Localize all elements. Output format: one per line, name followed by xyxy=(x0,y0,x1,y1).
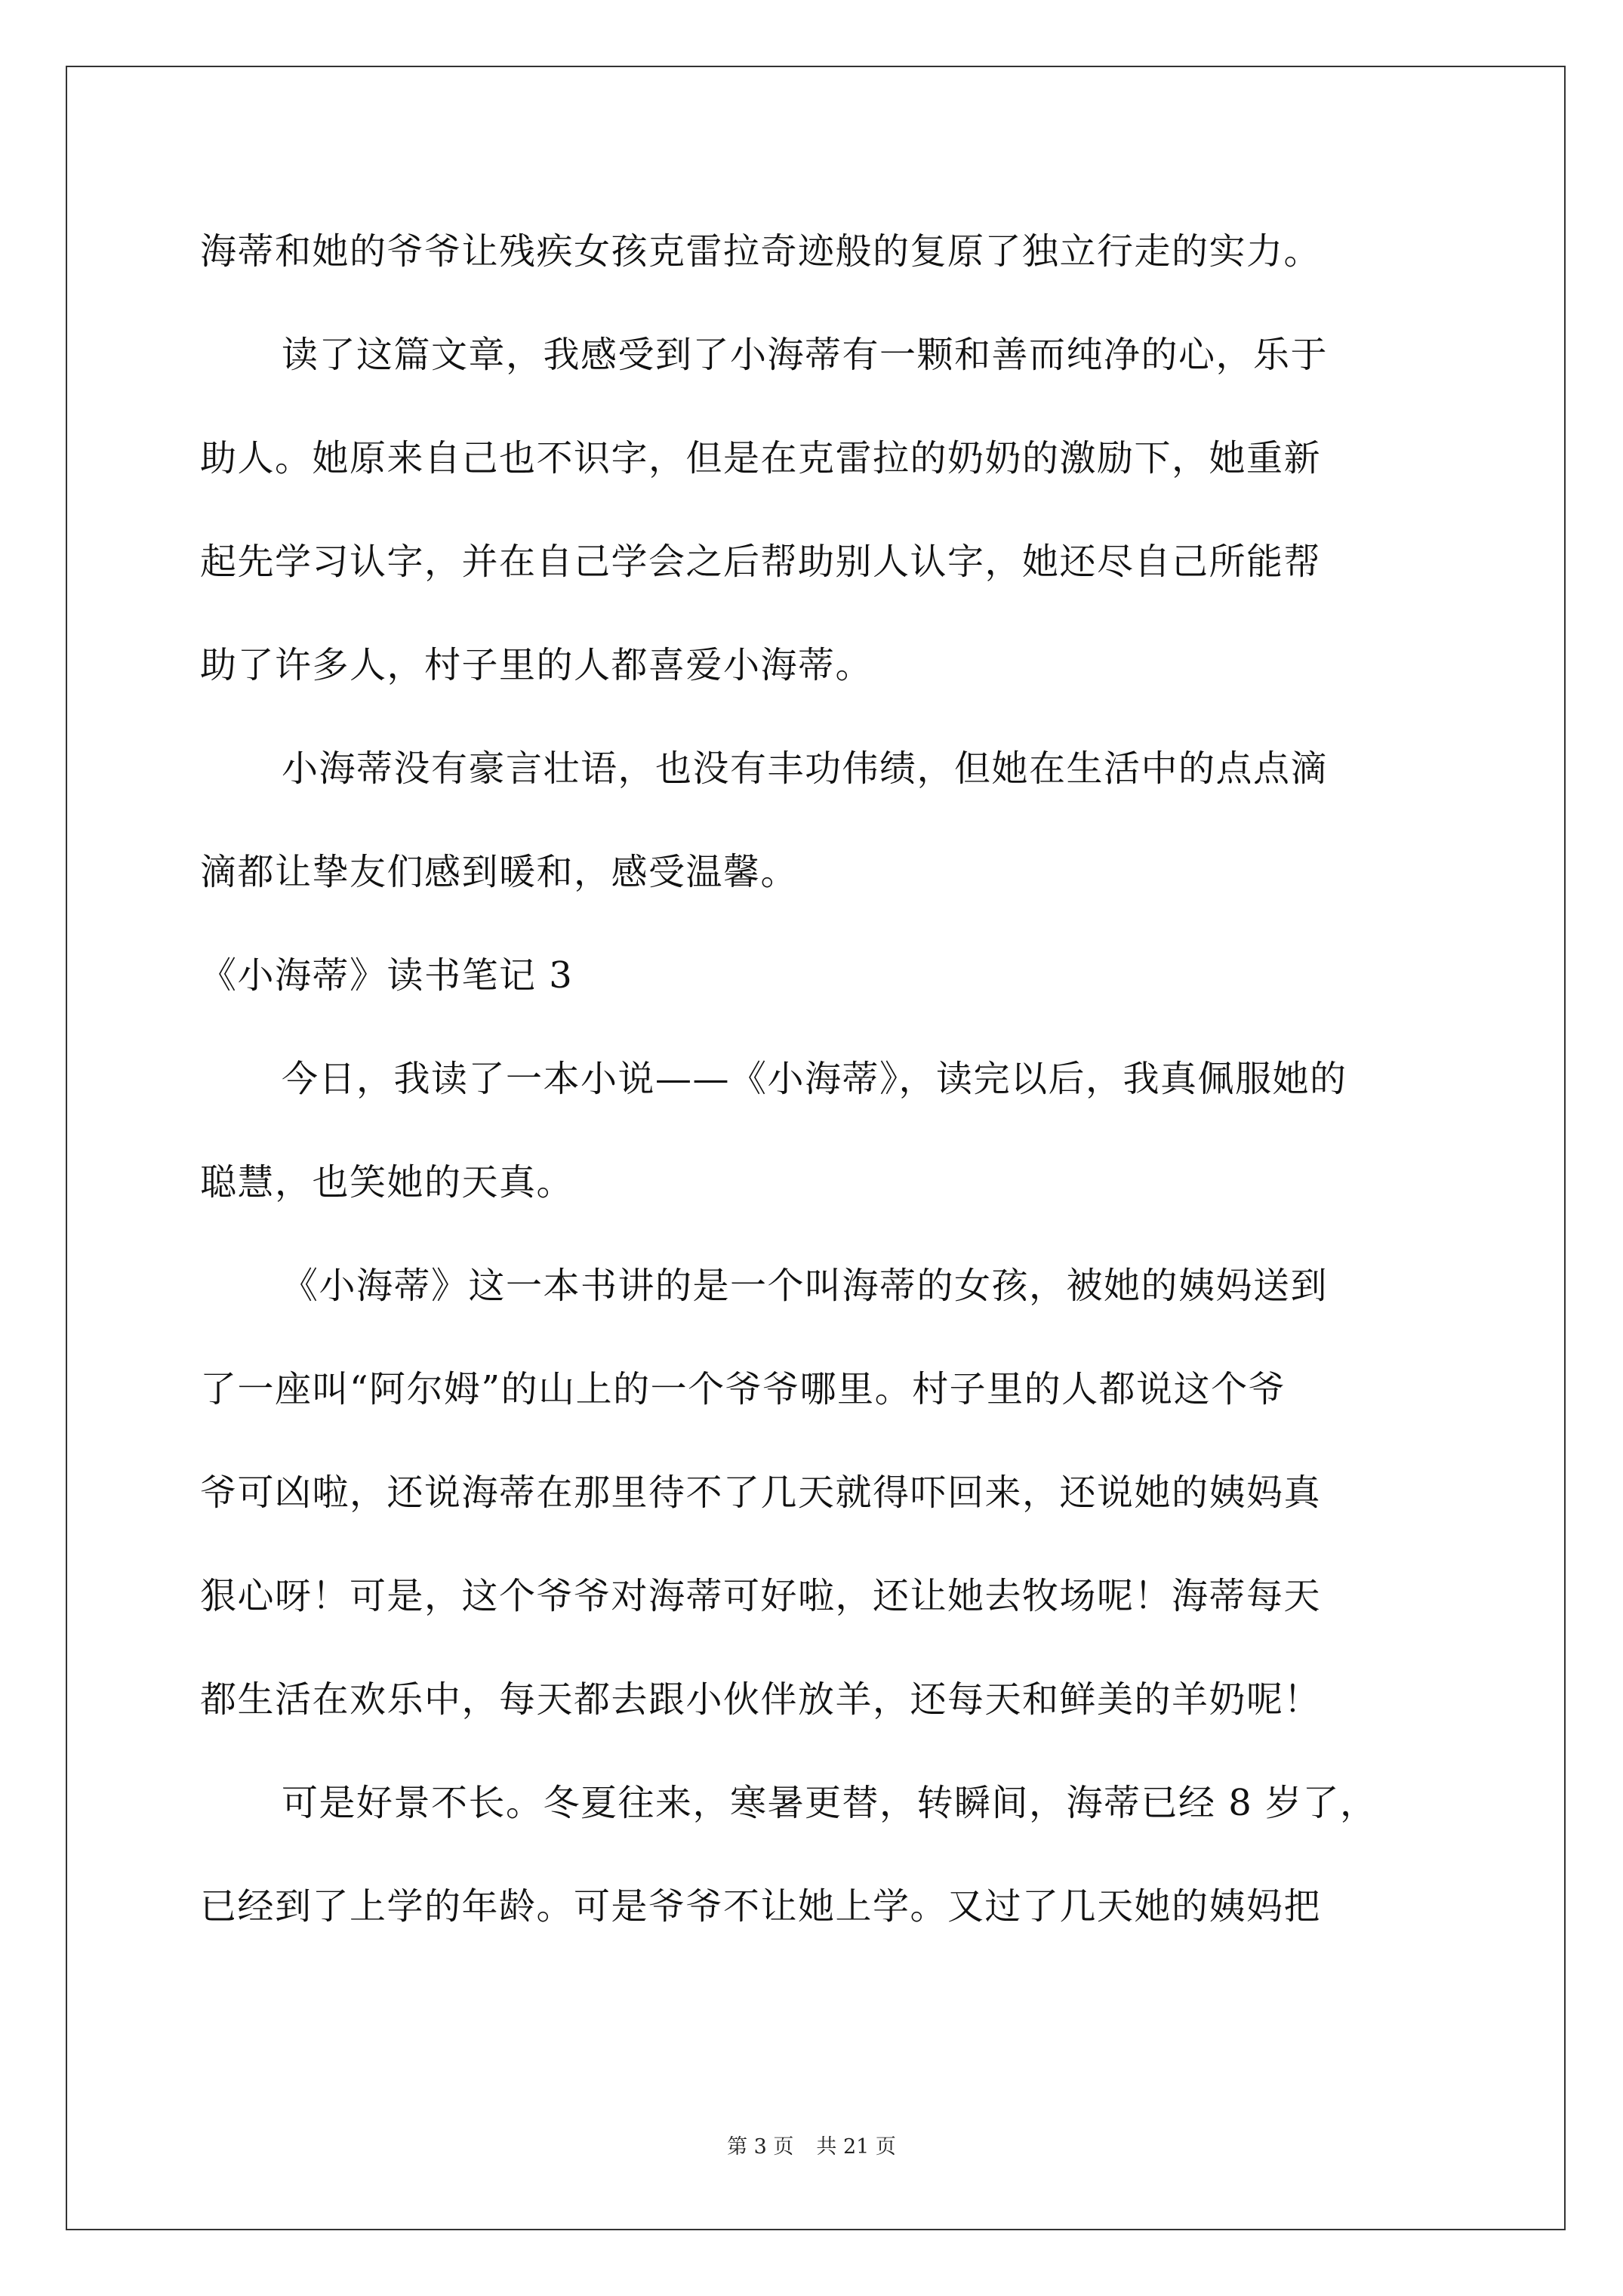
text-line: 助了许多人，村子里的人都喜爱小海蒂。 xyxy=(200,644,873,686)
text-line: 狠心呀！可是，这个爷爷对海蒂可好啦，还让她去牧场呢！海蒂每天 xyxy=(200,1575,1322,1617)
page-total: 共 21 页 xyxy=(816,2135,896,2159)
paragraph-start: 《小海蒂》这一本书讲的是一个叫海蒂的女孩，被她的姨妈送到 xyxy=(282,1265,1329,1307)
paragraph-start: 今日，我读了一本小说——《小海蒂》，读完以后，我真佩服她的 xyxy=(282,1058,1347,1100)
text-line: 了一座叫“阿尔姆”的山上的一个爷爷哪里。村子里的人都说这个爷 xyxy=(200,1368,1286,1410)
text-line: 爷可凶啦，还说海蒂在那里待不了几天就得吓回来，还说她的姨妈真 xyxy=(200,1472,1322,1514)
paragraph-start: 可是好景不长。冬夏往来，寒暑更替，转瞬间，海蒂已经 8 岁了， xyxy=(282,1782,1378,1824)
paragraph-start: 读了这篇文章，我感受到了小海蒂有一颗和善而纯净的心，乐于 xyxy=(282,334,1329,376)
text-line: 滴都让挚友们感到暖和，感受温馨。 xyxy=(200,851,799,893)
text-line: 助人。她原来自己也不识字，但是在克雷拉的奶奶的激励下，她重新 xyxy=(200,437,1322,479)
page-number: 第 3 页 xyxy=(727,2135,794,2159)
text-line: 已经到了上学的年龄。可是爷爷不让她上学。又过了几天她的姨妈把 xyxy=(200,1885,1322,1928)
text-line: 聪慧，也笑她的天真。 xyxy=(200,1161,574,1203)
text-line: 都生活在欢乐中，每天都去跟小伙伴放羊，还每天和鲜美的羊奶呢！ xyxy=(200,1678,1322,1721)
section-heading: 《小海蒂》读书笔记 3 xyxy=(200,954,574,997)
text-line: 海蒂和她的爷爷让残疾女孩克雷拉奇迹般的复原了独立行走的实力。 xyxy=(200,230,1322,273)
text-line: 起先学习认字，并在自己学会之后帮助别人认字，她还尽自己所能帮 xyxy=(200,541,1322,583)
document-body xyxy=(200,200,1438,1959)
paragraph-start: 小海蒂没有豪言壮语，也没有丰功伟绩，但她在生活中的点点滴 xyxy=(282,747,1329,790)
page-footer xyxy=(0,2132,1623,2162)
